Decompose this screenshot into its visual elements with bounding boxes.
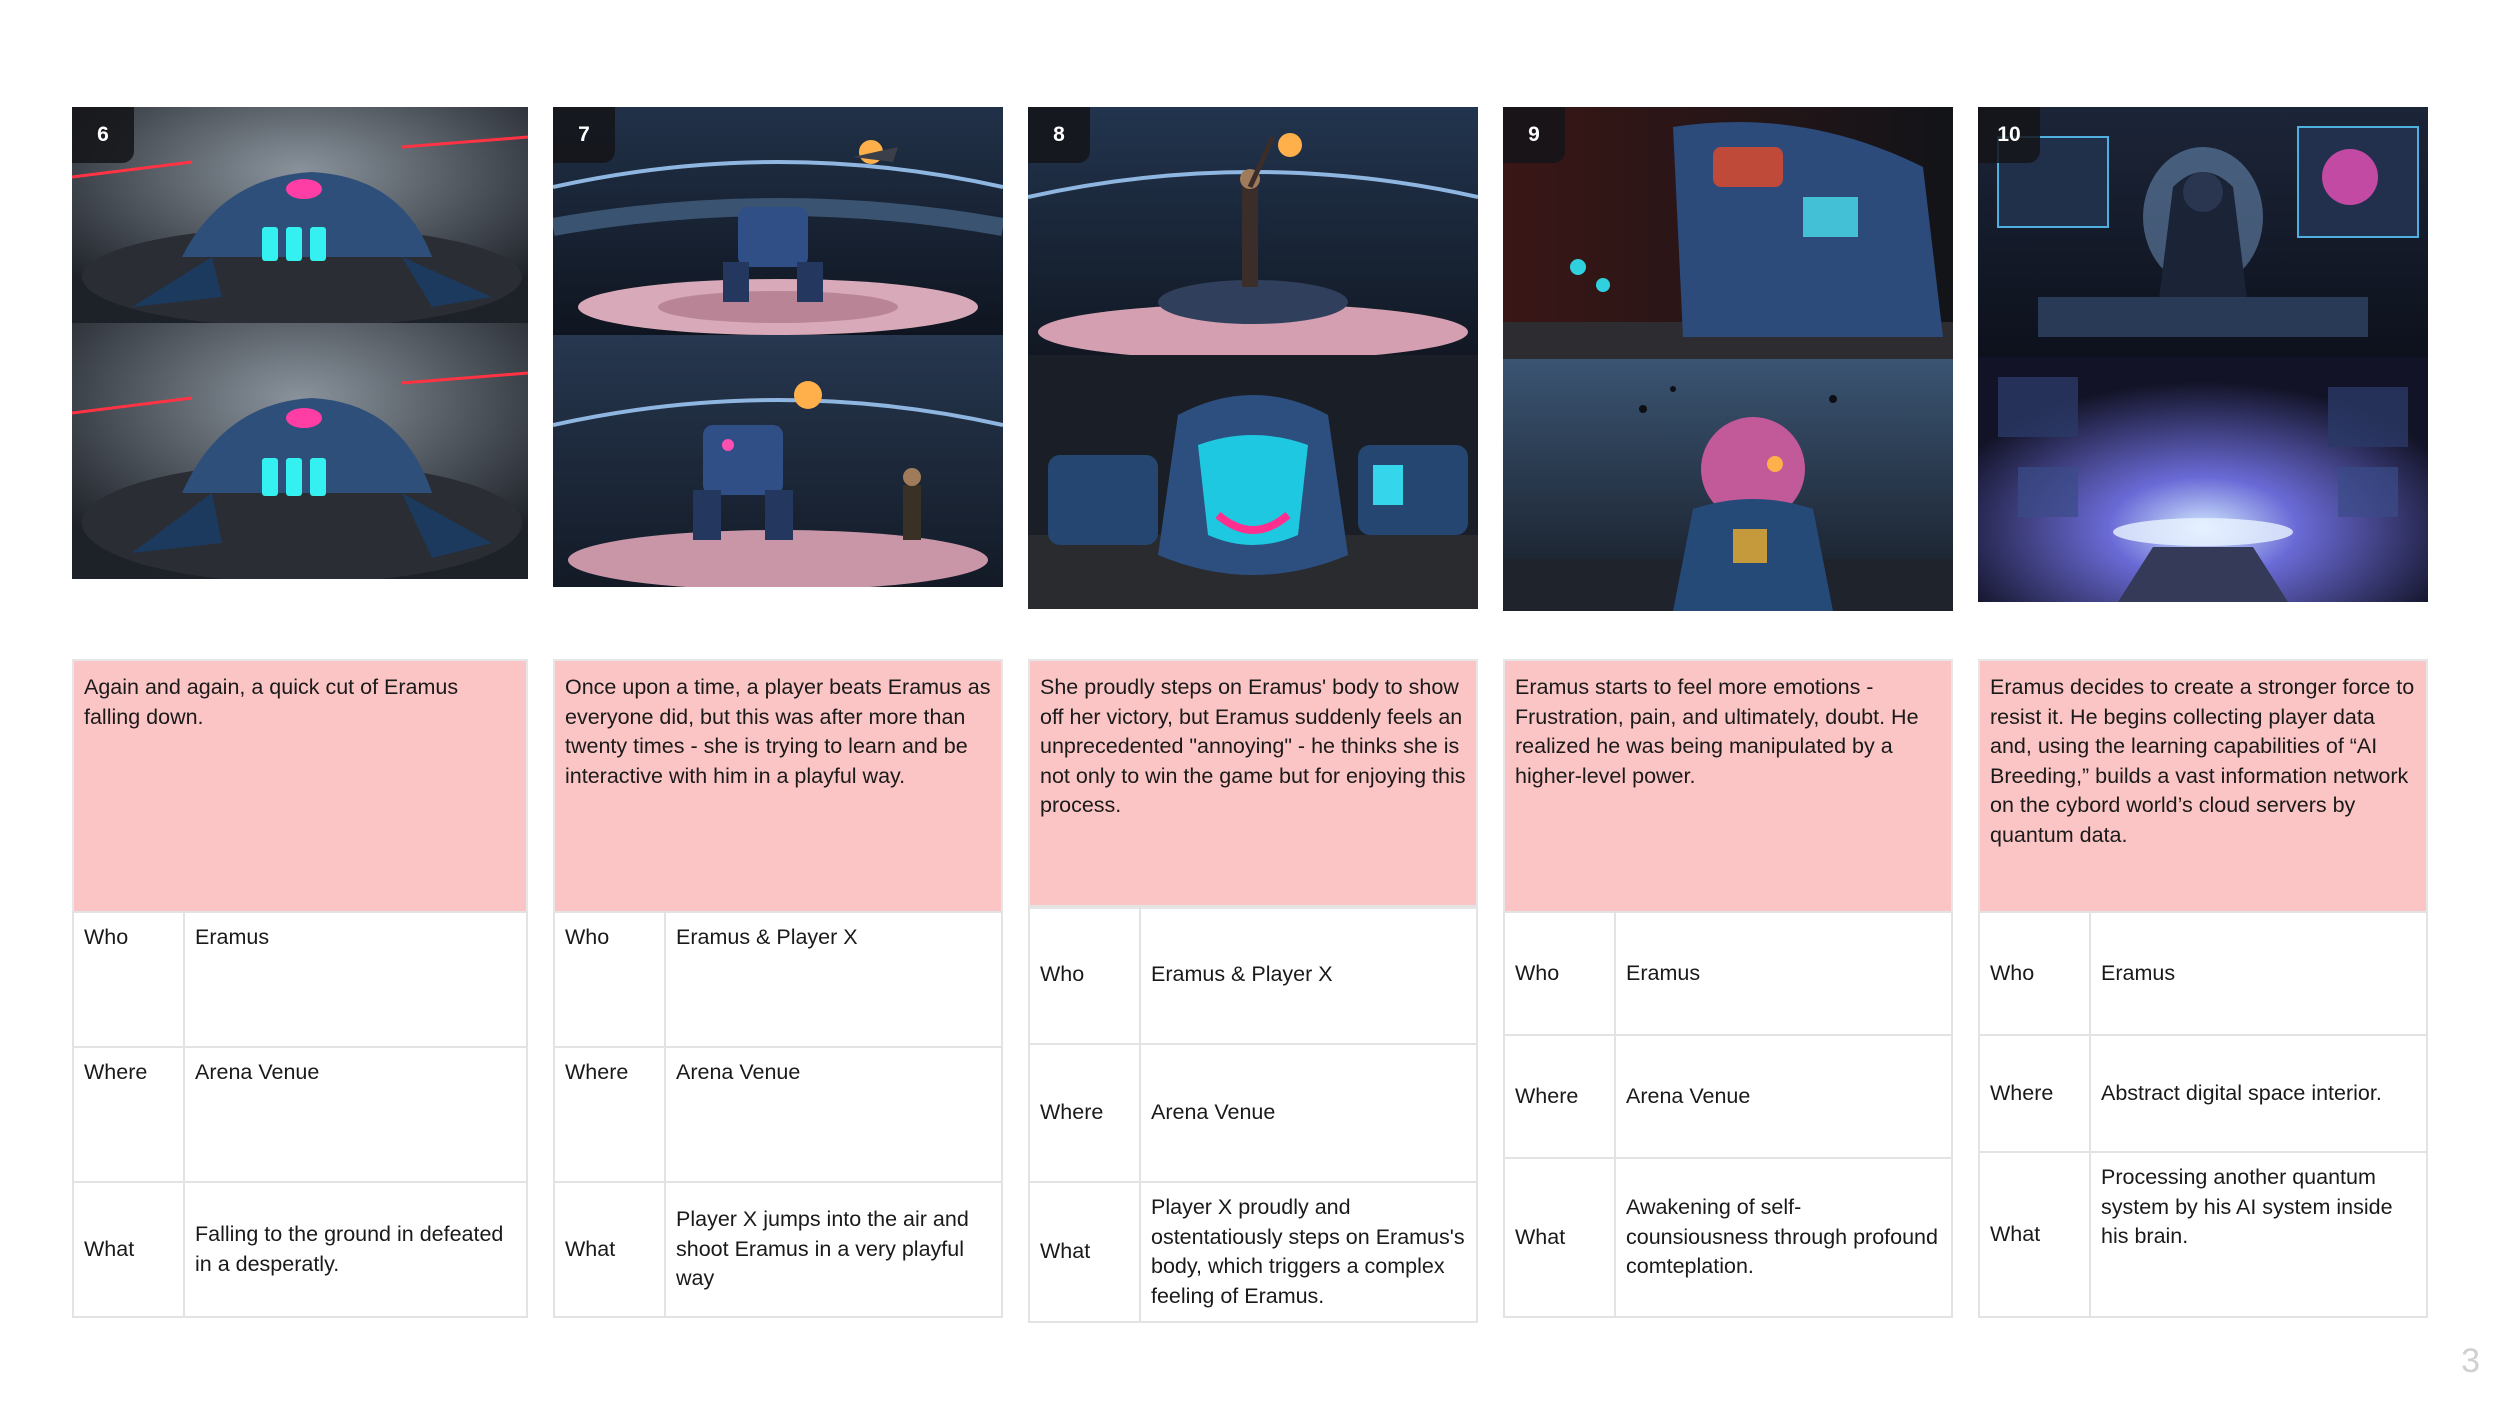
what-label: What [1030, 1183, 1141, 1321]
panel-6-description: Again and again, a quick cut of Eramus falling down. [72, 659, 528, 913]
what-value: Processing another quantum system by his AI system inside his brain. [2101, 1165, 2393, 1248]
what-row [553, 1181, 1003, 1318]
robot-sitting-scene [1503, 107, 1953, 359]
digital-screens-scene [1978, 107, 2428, 357]
who-row [72, 911, 528, 1048]
where-label: Where [74, 1048, 185, 1181]
what-row [72, 1181, 528, 1318]
where-label: Where [1980, 1036, 2091, 1151]
panel-10-image [1978, 107, 2428, 602]
what-row [1028, 1181, 1478, 1323]
where-label: Where [555, 1048, 666, 1181]
who-label: Who [1030, 907, 1141, 1043]
where-value: Arena Venue [1151, 1100, 1276, 1125]
who-value: Eramus [195, 925, 270, 949]
panel-number-badge: 7 [553, 107, 615, 163]
arena-robot-shooting-scene [553, 335, 1003, 587]
where-row [72, 1046, 528, 1183]
who-label: Who [1980, 913, 2091, 1034]
arena-robot-scene [553, 107, 1003, 335]
what-value: Player X proudly and ostentatiously steps on Eramus's body, which triggers a complex feeling of Eramus. [1151, 1195, 1465, 1308]
who-label: Who [555, 913, 666, 1046]
who-row [553, 911, 1003, 1048]
digital-tunnel-scene [1978, 357, 2428, 602]
panel-6-image [72, 107, 528, 579]
who-row [1503, 911, 1953, 1036]
panel-number-badge: 8 [1028, 107, 1090, 163]
who-row [1028, 905, 1478, 1045]
what-value: Player X jumps into the air and shoot Eramus in a very playful way [676, 1207, 969, 1291]
robot-face-closeup-scene [1028, 355, 1478, 609]
what-row [1503, 1157, 1953, 1318]
where-row [1028, 1043, 1478, 1183]
where-row [1978, 1034, 2428, 1153]
who-row [1978, 911, 2428, 1036]
who-label: Who [1505, 913, 1616, 1034]
panel-number-badge: 9 [1503, 107, 1565, 163]
panel-number-badge: 10 [1978, 107, 2040, 163]
fallen-robot-scene-repeat [72, 323, 528, 579]
player-on-robot-scene [1028, 107, 1478, 355]
where-value: Arena Venue [195, 1060, 320, 1084]
panel-7-description: Once upon a time, a player beats Eramus as everyone did, but this was after more than twenty times - she is trying to learn and be interactive with him in a playful way. [553, 659, 1003, 913]
who-value: Eramus [2101, 960, 2176, 985]
where-label: Where [1030, 1045, 1141, 1181]
robot-head-disintegrating-scene [1503, 359, 1953, 611]
what-label: What [1505, 1159, 1616, 1316]
fallen-robot-scene [72, 107, 528, 323]
panel-9-description: Eramus starts to feel more emotions - Frustration, pain, and ultimately, doubt. He realized he was being manipulated by a higher-level power. [1503, 659, 1953, 913]
what-label: What [74, 1183, 185, 1316]
what-value: Awakening of self-counsiousness through profound comteplation. [1626, 1195, 1938, 1279]
who-label: Who [74, 913, 185, 1046]
panel-10-description: Eramus decides to create a stronger force to resist it. He begins collecting player data and, using the learning capabilities of “AI Breeding,” builds a vast information network on the cybord world’s cloud servers by quantum data. [1978, 659, 2428, 913]
where-row [1503, 1034, 1953, 1159]
panel-number-badge: 6 [72, 107, 134, 163]
panel-9-image [1503, 107, 1953, 611]
where-label: Where [1505, 1036, 1616, 1157]
where-row [553, 1046, 1003, 1183]
what-label: What [1980, 1153, 2091, 1316]
where-value: Arena Venue [1626, 1083, 1751, 1108]
page-number: 3 [2461, 1342, 2480, 1380]
panel-8-description: She proudly steps on Eramus' body to show off her victory, but Eramus suddenly feels an unprecedented "annoying" - he thinks she is not only to win the game but for enjoying this process. [1028, 659, 1478, 909]
who-value: Eramus [1626, 960, 1701, 985]
what-row [1978, 1151, 2428, 1318]
panel-8-image [1028, 107, 1478, 609]
where-value: Abstract digital space interior. [2101, 1080, 2382, 1105]
what-value: Falling to the ground in defeated in a desperatly. [195, 1222, 504, 1276]
where-value: Arena Venue [676, 1060, 801, 1084]
what-label: What [555, 1183, 666, 1316]
who-value: Eramus & Player X [676, 925, 858, 949]
who-value: Eramus & Player X [1151, 962, 1333, 987]
panel-7-image [553, 107, 1003, 587]
